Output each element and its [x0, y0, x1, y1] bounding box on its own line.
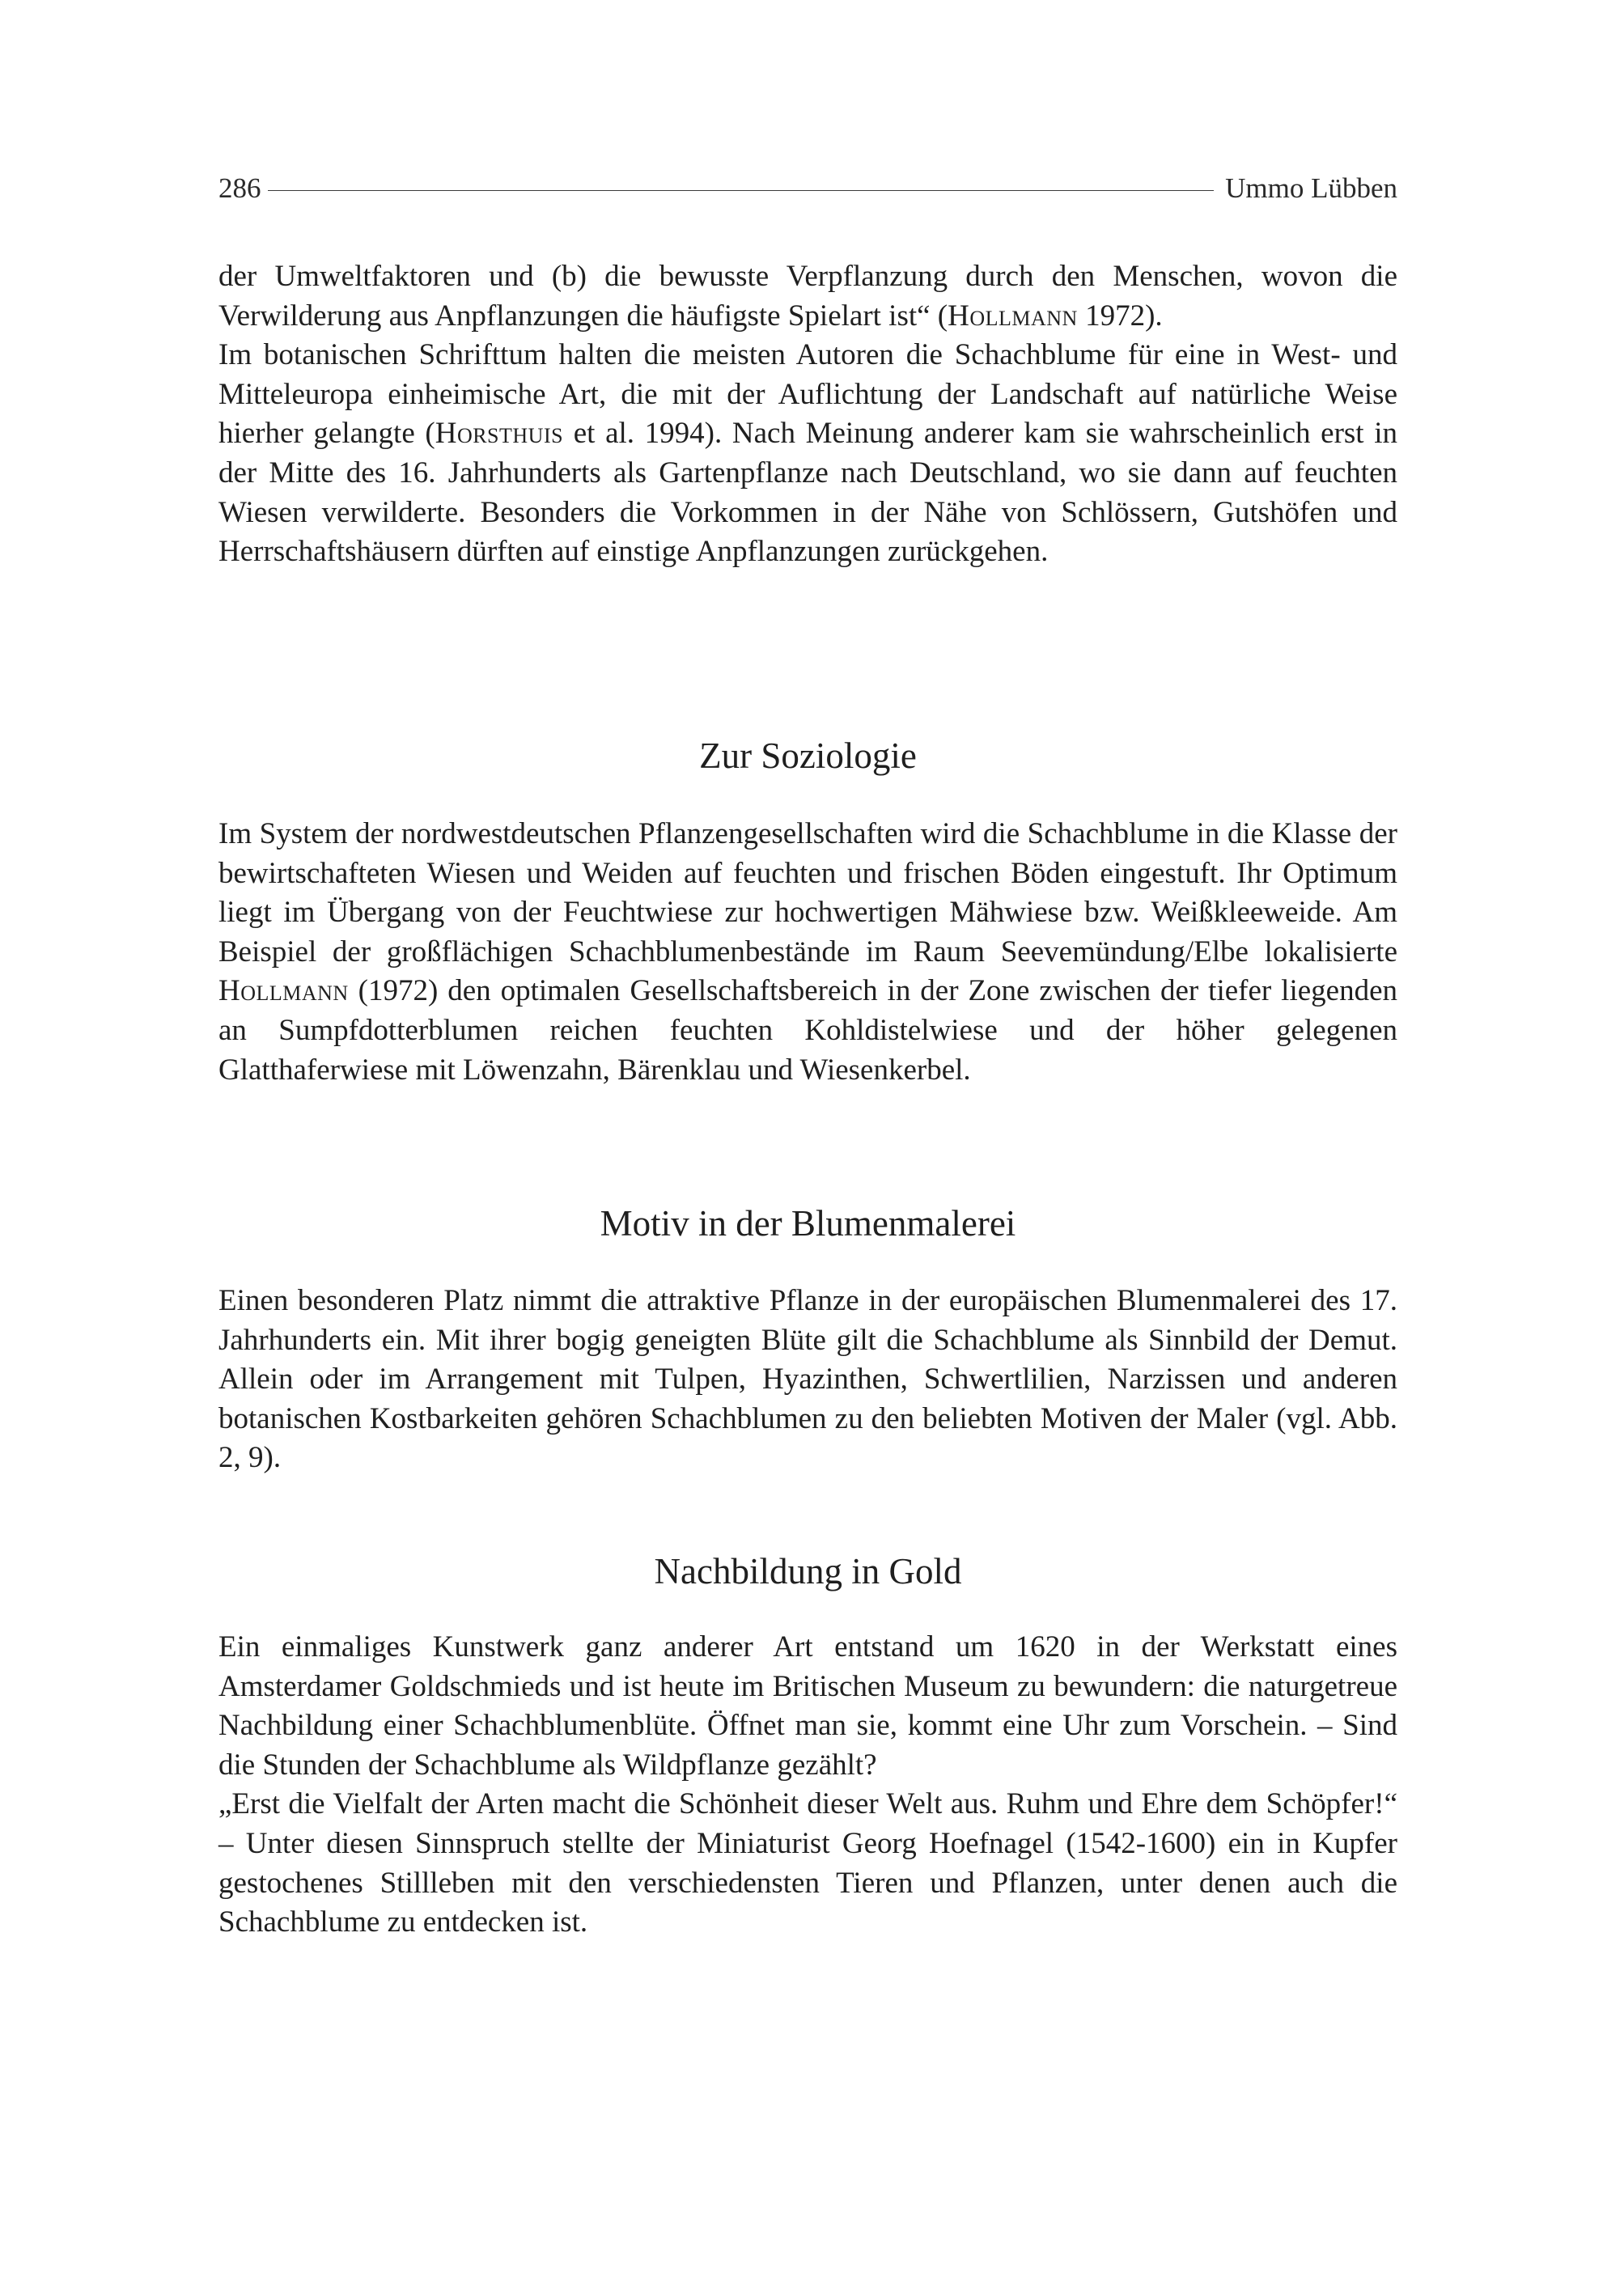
citation-author: Horsthuis	[435, 417, 564, 451]
gold-paragraph-2: „Erst die Vielfalt der Arten macht die Schönheit dieser Welt aus. Ruhm und Ehre dem Schöpfer!“ – Unter diesen Sinnspruch stellte der Miniaturist Georg Hoefnagel (1542-1600) ein in Kupfer gestochenes Stillleben mit den verschiedensten Tieren und Pflanzen, unter denen auch die Schachblume zu entdecken ist.	[218, 1787, 1397, 1939]
header-rule	[268, 190, 1215, 191]
intro-paragraph-2: Im botanischen Schrifttum halten die meisten Autoren die Schachblume für eine in West- und Mitteleuropa einheimische Art, die mit der Auflichtung der Landschaft auf natürliche Weise hierher gelangte (Horsthuis et al. 1994). Nach Meinung anderer kam sie wahrscheinlich erst in der Mitte des 16. Jahrhunderts als Gartenpflanze nach Deutschland, wo sie dann auf feuchten Wiesen verwilderte. Besonders die Vorkommen in der Nähe von Schlössern, Gutshöfen und Herrschaftshäusern dürften auf einstige Anpflanzungen zurückgehen.	[218, 338, 1397, 569]
intro-paragraph-1: der Umweltfaktoren und (b) die bewusste Verpflanzung durch den Menschen, wovon die Verwilderung aus Anpflanzungen die häufigste Spielart ist“ (Hollmann 1972).	[218, 260, 1397, 333]
section-heading-blumenmalerei: Motiv in der Blumenmalerei	[600, 1203, 1016, 1244]
page-number: 286	[218, 172, 261, 204]
running-head-author: Ummo Lübben	[1225, 172, 1397, 204]
gold-block	[218, 1628, 1397, 1943]
blumenmalerei-block	[218, 1282, 1397, 1478]
soziologie-block	[218, 815, 1397, 1090]
citation-author: Hollmann	[218, 974, 349, 1008]
citation-author: Hollmann	[948, 299, 1078, 333]
section-heading-soziologie: Zur Soziologie	[699, 735, 917, 776]
soziologie-paragraph: Im System der nordwestdeutschen Pflanzengesellschaften wird die Schachblume in die Klasse der bewirtschafteten Wiesen und Weiden auf feuchten und frischen Böden eingestuft. Ihr Optimum liegt im Übergang von der Feuchtwiese zur hochwertigen Mähwiese bzw. Weißkleeweide. Am Beispiel der großflächigen Schachblumenbestände im Raum Seevemündung/Elbe lokalisierte Hollmann (1972) den optimalen Gesellschaftsbereich in der Zone zwischen der tiefer liegenden an Sumpfdotterblumen reichen feuchten Kohldistelwiese und der höher gelegenen Glatthaferwiese mit Löwenzahn, Bärenklau und Wiesenkerbel.	[218, 817, 1397, 1087]
running-head	[218, 168, 1397, 209]
intro-block	[218, 257, 1397, 572]
section-heading-gold: Nachbildung in Gold	[654, 1551, 962, 1592]
gold-paragraph-1: Ein einmaliges Kunstwerk ganz anderer Art entstand um 1620 in der Werkstatt eines Amsterdamer Goldschmieds und ist heute im Britischen Museum zu bewundern: die naturgetreue Nachbildung einer Schachblumenblüte. Öffnet man sie, kommt eine Uhr zum Vorschein. – Sind die Stunden der Schachblume als Wildpflanze gezählt?	[218, 1630, 1397, 1782]
blumenmalerei-paragraph: Einen besonderen Platz nimmt die attraktive Pflanze in der europäischen Blumenmalerei des 17. Jahrhunderts ein. Mit ihrer bogig geneigten Blüte gilt die Schachblume als Sinnbild der Demut. Allein oder im Arrangement mit Tulpen, Hyazinthen, Schwertlilien, Narzissen und anderen botanischen Kostbarkeiten gehören Schachblumen zu den beliebten Motiven der Maler (vgl. Abb. 2, 9).	[218, 1284, 1397, 1475]
